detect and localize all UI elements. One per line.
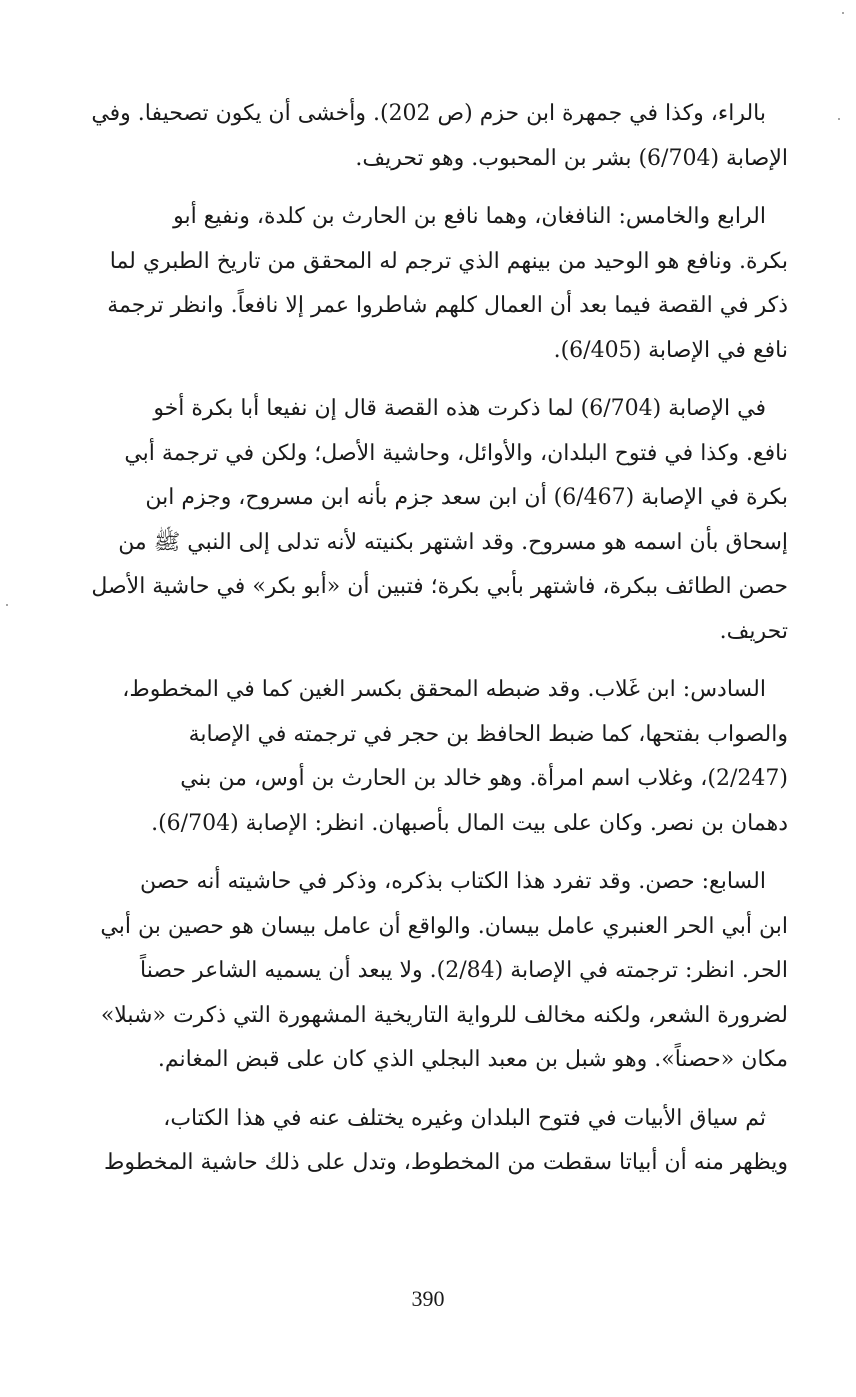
text-line: في الإصابة (6/704) لما ذكرت هذه القصة قال إن نفيعا أبا بكرة أخو (153, 396, 766, 421)
page-number: 390 (411, 1286, 445, 1311)
text-line: والصواب بفتحها، كما ضبط الحافظ بن حجر في ترجمته في الإصابة (188, 721, 788, 747)
text-line: نافع. وكذا في فتوح البلدان، والأوائل، وحاشية الأصل؛ ولكن في ترجمة أبي (124, 440, 788, 466)
scan-speck (6, 604, 8, 606)
text-line: السابع: حصن. وقد تفرد هذا الكتاب بذكره، وذكر في حاشيته أنه حصن (140, 869, 766, 894)
paragraph (48, 195, 788, 373)
text-line: الإصابة (6/704) بشر بن المحبوب. وهو تحريف. (355, 145, 788, 171)
text-line: دهمان بن نصر. وكان على بيت المال بأصبهان. انظر: الإصابة (6/704). (151, 810, 788, 836)
text-line: ابن أبي الحر العنبري عامل بيسان. والواقع أن عامل بيسان هو حصين بن أبي (100, 913, 788, 939)
scan-speck (842, 12, 844, 14)
paragraph (48, 668, 788, 846)
text-line: الرابع والخامس: النافغان، وهما نافع بن الحارث بن كلدة، ونفيع أبو (173, 204, 766, 229)
text-line: تحريف. (719, 618, 788, 644)
scan-speck (838, 118, 840, 120)
paragraph (48, 1097, 788, 1186)
text-line: حصن الطائف ببكرة، فاشتهر بأبي بكرة؛ فتبين أن «أبو بكر» في حاشية الأصل (91, 574, 788, 599)
text-line: ذكر في القصة فيما بعد أن العمال كلهم شاطروا عمر إلا نافعاً. وانظر ترجمة (107, 293, 788, 318)
text-line: بكرة في الإصابة (6/467) أن ابن سعد جزم بأنه ابن مسروح، وجزم ابن (145, 485, 788, 510)
text-line: لضرورة الشعر، ولكنه مخالف للرواية التاريخية المشهورة التي ذكرت «شبلا» (100, 1002, 788, 1028)
paragraph (48, 860, 788, 1083)
text-line: نافع في الإصابة (6/405). (553, 337, 788, 363)
text-line: السادس: ابن غَلاب. وقد ضبطه المحقق بكسر الغين كما في المخطوط، (122, 677, 766, 702)
text-line: مكان «حصناً». وهو شبل بن معبد البجلي الذي كان على قبض المغانم. (157, 1047, 788, 1072)
page-body (48, 92, 788, 1200)
paragraph (48, 92, 788, 181)
text-line: (2/247)، وغلاب اسم امرأة. وهو خالد بن الحارث بن أوس، من بني (180, 766, 788, 791)
text-line: بكرة. ونافع هو الوحيد من بينهم الذي ترجم له المحقق من تاريخ الطبري لما (109, 248, 788, 274)
text-line: الحر. انظر: ترجمته في الإصابة (2/84). ولا يبعد أن يسميه الشاعر حصناً (140, 958, 788, 983)
text-line: إسحاق بأن اسمه هو مسروح. وقد اشتهر بكنيته لأنه تدلى إلى النبي ﷺ من (118, 529, 788, 555)
text-line: بالراء، وكذا في جمهرة ابن حزم (ص 202). وأخشى أن يكون تصحيفا. وفي (91, 101, 766, 126)
text-line: ثم سياق الأبيات في فتوح البلدان وغيره يختلف عنه في هذا الكتاب، (163, 1105, 766, 1131)
text-line: ويظهر منه أن أبياتا سقطت من المخطوط، وتدل على ذلك حاشية المخطوط (104, 1150, 788, 1175)
paragraph (48, 387, 788, 654)
